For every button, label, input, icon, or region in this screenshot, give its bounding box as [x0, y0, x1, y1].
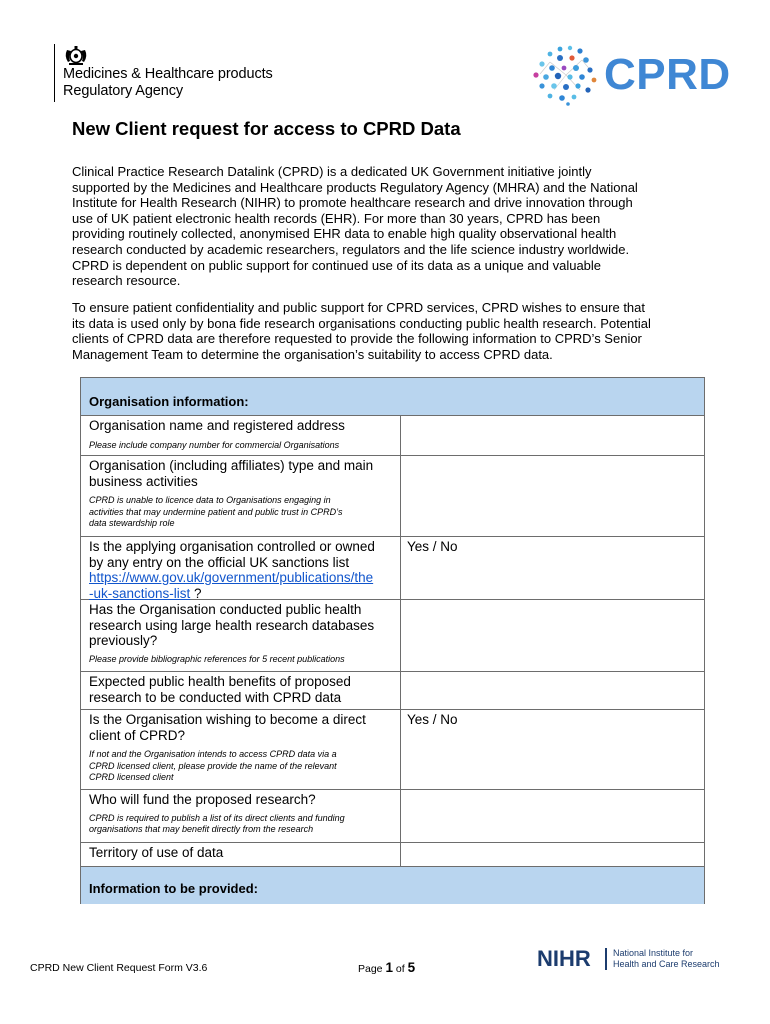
- intro-line: Clinical Practice Research Datalink (CPRD) is a dedicated UK Government initiative jointly: [72, 164, 592, 179]
- page-total: 5: [407, 960, 416, 975]
- question-text: Expected public health benefits of proposed: [89, 674, 351, 689]
- question-text: Organisation (including affiliates) type and main: [89, 458, 374, 473]
- nihr-subtitle-line2: Health and Care Research: [613, 959, 720, 969]
- question-text: Is the Organisation wishing to become a direct: [89, 712, 366, 727]
- question-cell: [81, 843, 401, 866]
- nihr-logo-divider: [605, 948, 607, 970]
- cprd-network-dots-icon: [530, 44, 602, 106]
- question-cell: [81, 537, 401, 599]
- section-header-organisation: [81, 378, 704, 416]
- question-cell: [81, 600, 401, 671]
- answer-cell-previous-research[interactable]: [401, 600, 704, 671]
- question-text: Has the Organisation conducted public health: [89, 602, 362, 617]
- answer-cell-territory[interactable]: [401, 843, 704, 866]
- question-text: business activities: [89, 473, 198, 489]
- question-note: CPRD is unable to licence data to Organisations engaging in: [89, 495, 331, 505]
- page-title: New Client request for access to CPRD Data: [72, 118, 461, 139]
- answer-cell-org-type[interactable]: [401, 456, 704, 536]
- cprd-logo: [530, 44, 735, 106]
- nihr-logo-text: NIHR: [537, 946, 591, 971]
- table-row-public-benefits: [81, 672, 704, 710]
- section-title-information: Information to be provided:: [89, 881, 258, 896]
- answer-cell-direct-client-yes-no[interactable]: Yes / No: [407, 712, 458, 727]
- section-title-organisation: Organisation information:: [89, 394, 249, 409]
- question-text: client of CPRD?: [89, 727, 186, 743]
- intro-line: research conducted by academic researchers, regulators and the life science industry worldwide.: [72, 241, 630, 257]
- question-note: activities that may undermine patient and public trust in CPRD’s: [89, 506, 343, 517]
- nihr-logo-subtitle: [613, 948, 720, 970]
- cprd-logo-text: CPRD: [604, 50, 731, 99]
- answer-cell-sanctions-yes-no[interactable]: Yes / No: [407, 539, 458, 554]
- intro-line: To ensure patient confidentiality and public support for CPRD services, CPRD wishes to ensure that: [72, 300, 646, 315]
- nihr-subtitle-line1: National Institute for: [613, 948, 694, 958]
- section-header-information: [81, 867, 704, 904]
- question-text: Territory of use of data: [89, 845, 224, 860]
- question-cell: [81, 456, 401, 536]
- question-text: previously?: [89, 633, 158, 648]
- question-note: CPRD licensed client: [89, 772, 174, 783]
- organisation-form-table: [80, 377, 705, 904]
- sanctions-list-link[interactable]: -uk-sanctions-list: [89, 585, 191, 601]
- agency-name-line2: Regulatory Agency: [63, 83, 184, 99]
- question-note: CPRD is required to publish a list of its direct clients and funding: [89, 812, 345, 823]
- intro-line: Management Team to determine the organisation’s suitability to access CPRD data.: [72, 346, 553, 362]
- table-row-org-name: [81, 416, 704, 456]
- mhra-logo: [54, 44, 273, 102]
- question-text: Organisation name and registered address: [89, 418, 345, 433]
- question-text: research to be conducted with CPRD data: [89, 689, 342, 705]
- question-note: data stewardship role: [89, 518, 175, 529]
- page-prefix: Page: [358, 963, 386, 975]
- question-text: Is the applying organisation controlled or owned: [89, 539, 375, 554]
- question-text: research using large health research databases: [89, 617, 375, 633]
- question-note: If not and the Organisation intends to access CPRD data via a: [89, 749, 337, 759]
- intro-line: supported by the Medicines and Healthcare products Regulatory Agency (MHRA) and the National: [72, 179, 638, 195]
- footer-page-number: [358, 960, 415, 975]
- intro-line: Institute for Health Research (NIHR) to promote healthcare research and drive innovation through: [72, 195, 633, 211]
- intro-line: CPRD is dependent on public support for continued use of its data as a unique and valuable: [72, 257, 602, 273]
- intro-paragraph-2: [72, 300, 712, 362]
- table-row-org-type: [81, 456, 704, 537]
- table-row-funding: [81, 790, 704, 843]
- answer-cell-org-name[interactable]: [401, 416, 704, 455]
- page-current: 1: [385, 960, 393, 975]
- question-cell: [81, 416, 401, 455]
- royal-crest-icon: [63, 44, 89, 66]
- answer-cell-public-benefits[interactable]: [401, 672, 704, 709]
- page-of: of: [392, 963, 408, 975]
- question-note: organisations that may benefit directly from the research: [89, 824, 314, 835]
- agency-name-line1: Medicines & Healthcare products: [63, 66, 273, 82]
- sanctions-list-link[interactable]: https://www.gov.uk/government/publications/the: [89, 570, 374, 585]
- question-note: CPRD licensed client, please provide the name of the relevant: [89, 760, 337, 771]
- intro-line: research resource.: [72, 273, 181, 289]
- table-row-previous-research: [81, 600, 704, 672]
- intro-line: its data is used only by bona fide research organisations conducting public health research. Potential: [72, 315, 651, 331]
- question-text: Who will fund the proposed research?: [89, 792, 316, 807]
- question-text: by any entry on the official UK sanctions list: [89, 554, 350, 570]
- table-row-territory: [81, 843, 704, 867]
- question-note: Please provide bibliographic references for 5 recent publications: [89, 653, 345, 664]
- intro-line: use of UK patient electronic health records (EHR). For more than 30 years, CPRD has been: [72, 210, 601, 226]
- question-cell: [81, 672, 401, 709]
- table-row-direct-client: [81, 710, 704, 790]
- question-cell: [81, 710, 401, 789]
- question-note: Please include company number for commercial Organisations: [89, 439, 340, 450]
- table-row-sanctions: [81, 537, 704, 600]
- footer-form-name: CPRD New Client Request Form V3.6: [30, 962, 208, 974]
- question-cell: [81, 790, 401, 842]
- intro-line: providing routinely collected, anonymised EHR data to enable high quality observational health: [72, 226, 617, 242]
- intro-line: clients of CPRD data are therefore requested to provide the following information to CPRD’s Senior: [72, 331, 642, 347]
- question-text: ?: [190, 585, 202, 601]
- intro-paragraph-1: [72, 164, 712, 289]
- answer-cell-funding[interactable]: [401, 790, 704, 842]
